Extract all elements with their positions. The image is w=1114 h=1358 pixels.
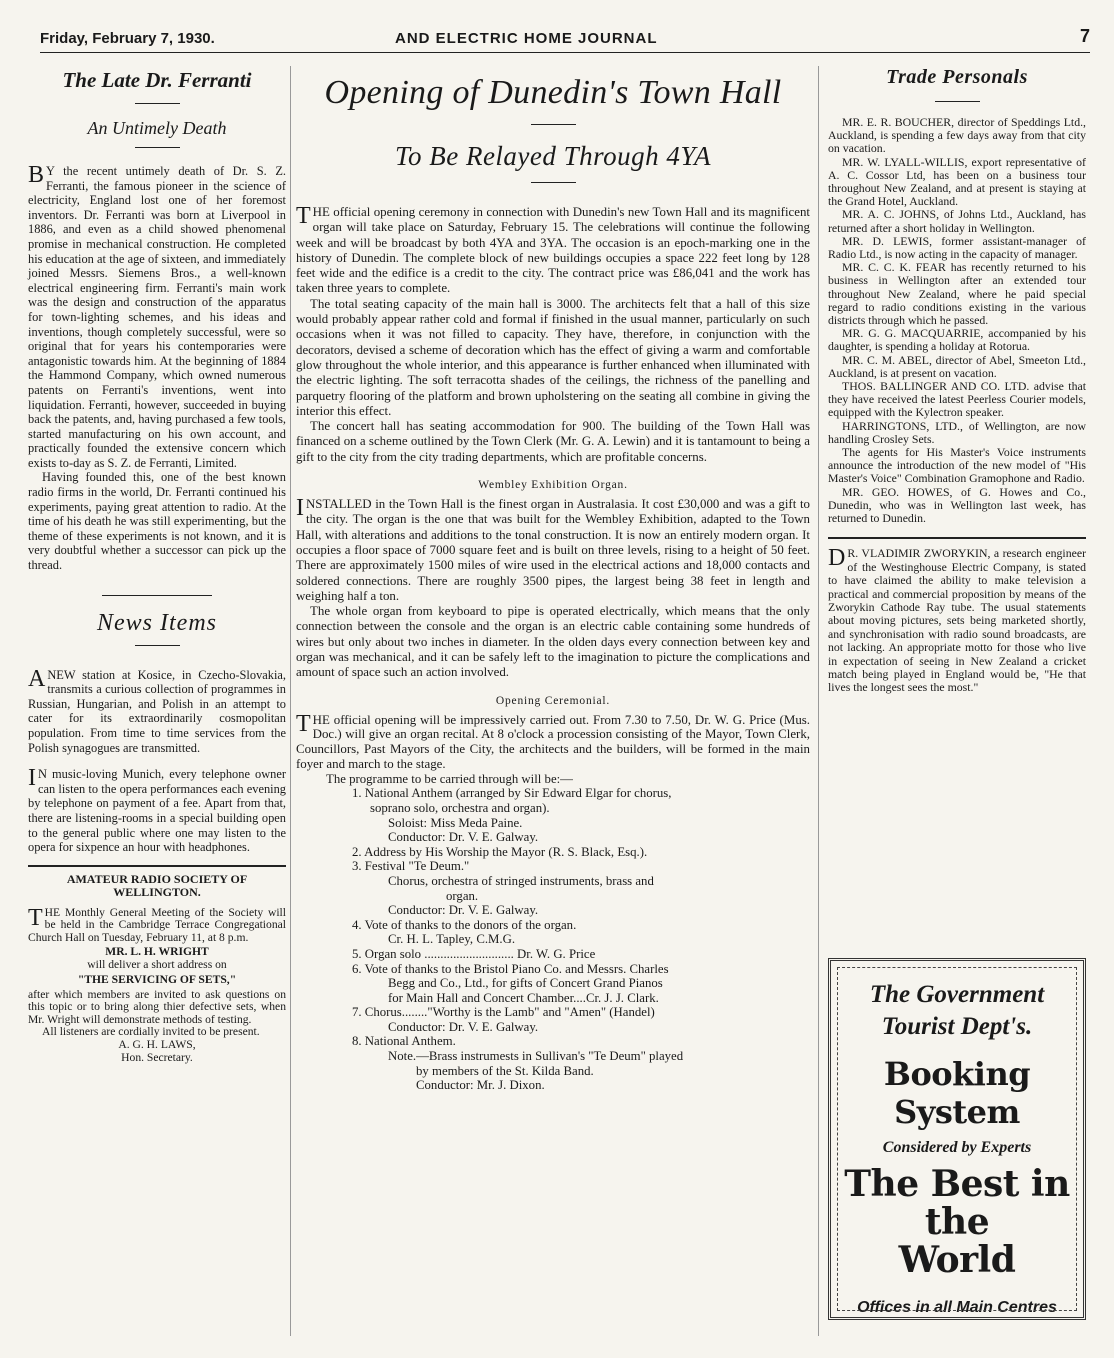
ad-headline: World bbox=[898, 1239, 1016, 1281]
drop-cap: B bbox=[28, 162, 45, 188]
programme-item: 7. Chorus........"Worthy is the Lamb" and "Amen" (Handel) bbox=[352, 1005, 655, 1020]
programme-detail: Conductor: Mr. J. Dixon. bbox=[416, 1078, 545, 1093]
news-title: News Items bbox=[97, 609, 217, 636]
divider bbox=[28, 865, 286, 867]
trade-title: Trade Personals bbox=[886, 66, 1028, 88]
ad-headline: The Best in the bbox=[844, 1163, 1070, 1243]
address-topic: "THE SERVICING OF SETS," bbox=[77, 972, 237, 986]
column-rule bbox=[818, 66, 819, 1336]
ad-headline: Booking System bbox=[883, 1055, 1031, 1131]
left-column bbox=[28, 64, 286, 1064]
divider bbox=[531, 124, 576, 125]
programme-item: 3. Festival "Te Deum." bbox=[352, 859, 470, 874]
townhall-paragraph: The total seating capacity of the main hall is 3000. The architects felt that a hall of this size would probably appear rather cold and formal if finished in the usual manner, particularly on such occasions when it was not filled to capacity. They have, therefore, in conjunction with the decorators, devised a scheme of decoration which has the effect of giving a warm and comfortable glow throughout the whole interior, and this appearance is further enhanced when illuminated with the electric lighting. The soft terracotta shades of the ceilings, the richness of the panelling and parquetry flooring of the platform and brown upholstering on the seating all combine in giving the interior this effect. bbox=[296, 296, 810, 418]
programme-detail: soprano solo, orchestra and organ). bbox=[370, 800, 550, 815]
ceremonial-subhead: Opening Ceremonial. bbox=[495, 694, 611, 707]
society-paragraph: THE Monthly General Meeting of the Society will be held in the Cambridge Terrace Congregational Church Hall on Tuesday, February 11, at 8 p.m. bbox=[28, 904, 286, 944]
masthead-rule bbox=[40, 52, 1090, 53]
programme-detail: for Main Hall and Concert Chamber....Cr. J. J. Clark. bbox=[388, 990, 659, 1005]
trade-item: MR. C. M. ABEL, director of Abel, Smeeton Ltd., Auckland, is at present on vacation. bbox=[828, 352, 1086, 380]
news-paragraph: A NEW station at Kosice, in Czecho-Slovakia, transmits a curious collection of programmes in Russian, Hungarian, and Polish in an attempt to cater for its extraordinarily cosmopolitan population. From time to time services from the Polish synagogues are transmitted. bbox=[28, 665, 286, 755]
trade-item: HARRINGTONS, LTD., of Wellington, are now handling Crosley Sets. bbox=[828, 418, 1086, 446]
programme-item: 6. Vote of thanks to the Bristol Piano Co. and Messrs. Charles bbox=[352, 961, 669, 976]
townhall-paragraph: The concert hall has seating accommodation for 900. The building of the Town Hall was financed on a scheme outlined by the Town Clerk (Mr. G. A. Lewin) and it is tantamount to being a gift to the city from the city trading departments, which are profitable concerns. bbox=[296, 419, 810, 464]
ad-line: Considered by Experts bbox=[882, 1139, 1032, 1156]
society-text: will deliver a short address on bbox=[87, 957, 227, 971]
ferranti-paragraph: B Y the recent untimely death of Dr. S. Z. Ferranti, the famous pioneer in the science of electricity, England lost one of her foremost inventors. Dr. Ferranti was born at Liverpool in 1886, and even as a child showed phenomenal promise in mechanical construction. He completed his education at the age of sixteen, and immediately joined Messrs. Siemens Bros., a well-known electrical engineering firm. Ferranti's main work was the design and construction of the apparatus for town-lighting schemes, and his ideas and inventions, though completely successful, were so original that for years his contemporaries were antagonistic towards him. At the beginning of 1884 the Hammond Company, which owned numerous patents on Ferranti's inventions, went into liquidation. Ferranti, however, succeeded in buying back the patents, and, having purchased a few tools, started manufacturing on his own account, and practically founded the extensive concern which exists to-day as S. Z. de Ferranti, Limited. bbox=[28, 162, 286, 470]
trade-item: THOS. BALLINGER AND CO. LTD. advise that they have received the latest Peerless Courier models, equipped with the Kylectron speaker. bbox=[828, 379, 1086, 420]
programme-detail: Begg and Co., Ltd., for gifts of Concert Grand Pianos bbox=[388, 976, 663, 991]
issue-date: Friday, February 7, 1930. bbox=[40, 30, 215, 47]
zworykin-paragraph: D R. VLADIMIR ZWORYKIN, a research engineer of the Westinghouse Electric Company, is stated to have claimed the ability to make television a practical and commercial proposition by means of the Zworykin Cathode Ray tube. The usual statements about moving pictures, sets being marketed shortly, and synchronisation with radio sound broadcasts, are not lacking. An appropriate motto for those who live in expectation of seeing in New Zealand a cricket match being played in England would be, "He that lives the longest sees the most." bbox=[828, 545, 1086, 695]
society-paragraph: All listeners are cordially invited to be present. bbox=[42, 1025, 260, 1039]
divider bbox=[102, 595, 212, 596]
townhall-paragraph: THE official opening will be impressively carried out. From 7.30 to 7.50, Dr. W. G. Price (Mus. Doc.) will give an organ recital. At 8 o'clock a procession consisting of the Mayor, Town Clerk, Councillors, Past Mayors of the City, the architects and the builders, will be formed in the main foyer and march to the stage. bbox=[296, 710, 810, 771]
journal-name: AND ELECTRIC HOME JOURNAL bbox=[395, 30, 658, 47]
signature-name: A. G. H. LAWS, bbox=[118, 1037, 196, 1051]
townhall-paragraph: THE official opening ceremony in connection with Dunedin's new Town Hall and its magnificent organ will take place on Saturday, February 15. The celebrations will continue the following week and will be broadcast by both 4YA and 3YA. The occasion is an epoch-marking one in the history of Dunedin. The complete block of new buildings occupies a space 222 feet long by 128 feet wide and the edifice is a credit to the city. The contract price was £86,041 and the work has taken three years to complete. bbox=[296, 203, 810, 296]
programme-item: 2. Address by His Worship the Mayor (R. S. Black, Esq.). bbox=[352, 844, 648, 859]
divider bbox=[135, 103, 180, 104]
right-column bbox=[828, 64, 1086, 695]
trade-list bbox=[828, 116, 1086, 525]
society-paragraph: after which members are invited to ask questions on this topic or to bring along thier defective sets, when Mr. Wright will demonstrate methods of testing. bbox=[28, 987, 286, 1026]
ad-line: The Government bbox=[869, 981, 1045, 1008]
speaker-name: MR. L. H. WRIGHT bbox=[105, 944, 209, 958]
programme-detail: Conductor: Dr. V. E. Galway. bbox=[388, 903, 539, 918]
programme-detail: Conductor: Dr. V. E. Galway. bbox=[388, 1019, 539, 1034]
trade-item: MR. E. R. BOUCHER, director of Speddings Ltd., Auckland, is spending a few days away from that city on vacation. bbox=[828, 115, 1086, 156]
programme-detail: Cr. H. L. Tapley, C.M.G. bbox=[388, 932, 516, 947]
divider bbox=[135, 147, 180, 148]
programme-item: 4. Vote of thanks to the donors of the organ. bbox=[352, 917, 577, 932]
page-number: 7 bbox=[1079, 26, 1090, 46]
ad-border bbox=[837, 967, 1077, 1311]
column-rule bbox=[290, 66, 291, 1336]
ad-line: Tourist Dept's. bbox=[881, 1013, 1033, 1040]
programme-detail: Chorus, orchestra of stringed instruments, brass and bbox=[388, 873, 654, 888]
divider bbox=[935, 101, 980, 102]
organ-subhead: Wembley Exhibition Organ. bbox=[478, 479, 628, 492]
trade-item: MR. W. LYALL-WILLIS, export representative of A. C. Cossor Ltd, has been on a business tour throughout New Zealand, and at present is staying at the Grand Hotel, Auckland. bbox=[828, 154, 1086, 209]
townhall-title: Opening of Dunedin's Town Hall bbox=[324, 74, 782, 111]
ad-footer: Offices in all Main Centres bbox=[857, 1299, 1057, 1316]
programme-item: 1. National Anthem (arranged by Sir Edward Elgar for chorus, bbox=[352, 786, 672, 801]
masthead bbox=[40, 26, 1090, 54]
programme-item: 5. Organ solo ............................ Dr. W. G. Price bbox=[352, 946, 596, 961]
ferranti-paragraph: Having founded this, one of the best known radio firms in the world, Dr. Ferranti continued his experiments, paying great attention to radio. At the time of his death he was still experimenting, but the theme of these experiments is not known, and it is very doubtful whether a successor can pick up the thread. bbox=[28, 470, 286, 573]
programme-detail: Note.—Brass instrumests in Sullivan's "Te Deum" played bbox=[388, 1049, 684, 1064]
programme-item: 8. National Anthem. bbox=[352, 1034, 456, 1049]
trade-item: MR. GEO. HOWES, of G. Howes and Co., Dunedin, who was in Wellington last week, has returned to Dunedin. bbox=[828, 484, 1086, 526]
programme-intro: The programme to be carried through will be:— bbox=[326, 771, 573, 786]
divider bbox=[135, 645, 180, 646]
society-title: AMATEUR RADIO SOCIETY OF WELLINGTON. bbox=[66, 871, 248, 899]
townhall-subtitle: To Be Relayed Through 4YA bbox=[394, 141, 712, 171]
townhall-paragraph: INSTALLED in the Town Hall is the finest organ in Australasia. It cost £30,000 and was a gift to the city. The organ is the one that was built for the Wembley Exhibition, adapted to the Town Hall, with alterations and additions to the tonal construction. It is now an entirely modern organ. It occupies a floor space of 7000 square feet and is built on three levels, rising to a height of 50 feet. There are approximately 1500 miles of wire used in the electrical actions and 18,000 contacts and soldered connections. There are roughly 3500 pipes, the largest being 38 feet in length and weighing half a ton. bbox=[296, 495, 810, 603]
trade-item: MR. G. G. MACQUARRIE, accompanied by his daughter, is spending a holiday at Rotorua. bbox=[828, 326, 1086, 354]
divider bbox=[828, 537, 1086, 539]
ferranti-title: The Late Dr. Ferranti bbox=[62, 68, 252, 92]
news-paragraph: I N music-loving Munich, every telephone owner can listen to the opera performances each evening by telephone on payment of a fee. Apart from that, there are listening-rooms in a special building open to the general public where one may listen to the opera for sixpence an hour with headphones. bbox=[28, 765, 286, 855]
tourist-dept-advertisement bbox=[828, 958, 1086, 1320]
programme-detail: by members of the St. Kilda Band. bbox=[416, 1063, 594, 1078]
signature-title: Hon. Secretary. bbox=[121, 1050, 193, 1064]
trade-item: MR. C. C. K. FEAR has recently returned to his business in Wellington after an extended tour throughout New Zealand, where he paid special regard to radio conditions existing in the various districts through which he passed. bbox=[828, 260, 1086, 328]
trade-item: The agents for His Master's Voice instruments announce the introduction of the new model of "His Master's Voice" Combination Gramophone and Radio. bbox=[828, 445, 1086, 486]
divider bbox=[531, 182, 576, 183]
trade-item: MR. A. C. JOHNS, of Johns Ltd., Auckland, has returned after a short holiday in Wellington. bbox=[828, 207, 1086, 235]
programme-detail: organ. bbox=[446, 888, 479, 903]
trade-item: MR. D. LEWIS, former assistant-manager of Radio Ltd., is now acting in the capacity of manager. bbox=[828, 233, 1086, 262]
townhall-paragraph: The whole organ from keyboard to pipe is operated electrically, which means that the only connection between the console and the organ is an electric cable containing some hundreds of wires but only about two inches in diameter. In the olden days every connection between key and organ was mechanical, and it can be safely left to the imagination to picture the complications and amount of space such an action involved. bbox=[296, 604, 810, 680]
center-column bbox=[296, 64, 810, 1093]
ferranti-subtitle: An Untimely Death bbox=[87, 118, 227, 138]
programme-detail: Soloist: Miss Meda Paine. bbox=[388, 815, 523, 830]
programme-detail: Conductor: Dr. V. E. Galway. bbox=[388, 830, 539, 845]
